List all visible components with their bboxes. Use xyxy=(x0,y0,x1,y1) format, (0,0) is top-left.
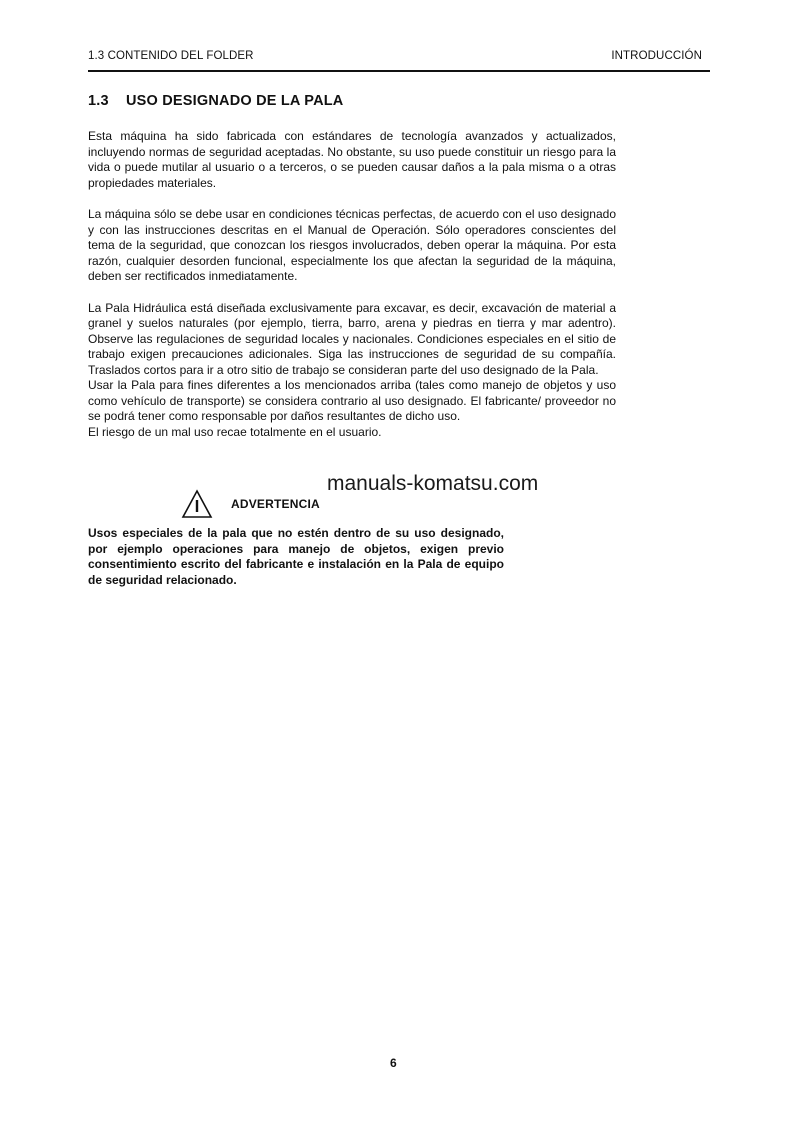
paragraph: La Pala Hidráulica está diseñada exclusivamente para excavar, es decir, excavación de material a granel y suelos naturales (por ejemplo, tierra, barro, arena y piedras en tierra y mar adentro). Observe las regulaciones de seguridad locales y nacionales. Condiciones especiales en el sitio de trabajo exigen precauciones adicionales. Siga las instrucciones de seguridad de su compañía. Traslados cortos para ir a otro sitio de trabajo se consideran parte del uso designado de la Pala. xyxy=(88,300,616,377)
section-heading xyxy=(88,93,343,109)
warning-text: Usos especiales de la pala que no estén dentro de su uso designado, por ejemplo operaciones para manejo de objetos, exigen previo consentimiento escrito del fabricante e instalación en la Pala de equipo de seguridad relacionado. xyxy=(88,526,504,587)
warning-triangle-icon xyxy=(181,489,213,519)
paragraph: Esta máquina ha sido fabricada con estándares de tecnología avanzados y actualizados, incluyendo normas de seguridad aceptadas. No obstante, su uso puede constituir un riesgo para la vida o puede mutilar al usuario o a terceros, o se pueden causar daños a la pala misma o a otras propiedades materiales. xyxy=(88,129,616,190)
page-number: 6 xyxy=(390,1056,397,1070)
body-text xyxy=(88,129,616,440)
section-title: USO DESIGNADO DE LA PALA xyxy=(126,93,344,109)
paragraph: La máquina sólo se debe usar en condiciones técnicas perfectas, de acuerdo con el uso designado y con las instrucciones descritas en el Manual de Operación. Sólo operadores conscientes del tema de la seguridad, que conozcan los riesgos involucrados, deben operar la máquina. Por esta razón, cualquier desorden funcional, especialmente los que afectan la seguridad de la máquina, deben ser rectificados inmediatamente. xyxy=(88,207,616,283)
header-divider xyxy=(88,70,710,72)
paragraph: Usar la Pala para fines diferentes a los mencionados arriba (tales como manejo de objetos y uso como vehículo de transporte) se considera contrario al uso designado. El fabricante/ proveedor no se podrá tener como responsable por daños resultantes de dicho uso. xyxy=(88,378,616,423)
paragraph: El riesgo de un mal uso recae totalmente en el usuario. xyxy=(88,424,382,439)
warning-title: ADVERTENCIA xyxy=(231,497,320,511)
header-section-label: 1.3 CONTENIDO DEL FOLDER xyxy=(88,50,254,62)
watermark: manuals-komatsu.com xyxy=(327,472,539,495)
header-chapter-label: INTRODUCCIÓN xyxy=(611,50,702,62)
page-header xyxy=(88,48,708,72)
section-number: 1.3 xyxy=(88,93,109,109)
